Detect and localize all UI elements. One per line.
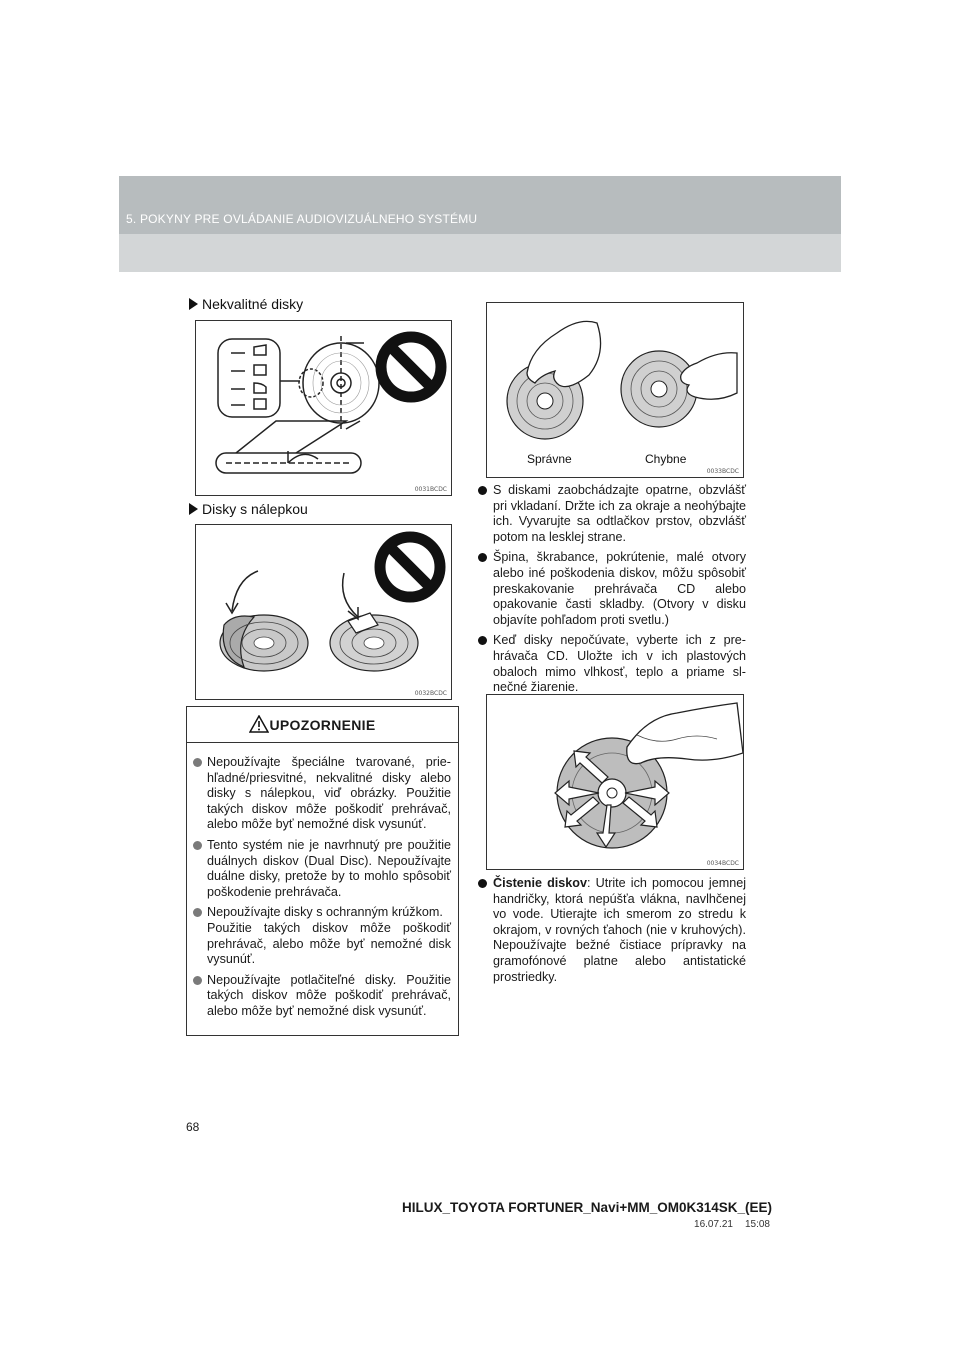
bullet-icon xyxy=(478,486,487,495)
instruction-text: : Utrite ich pomocou jemnej handričky, ktorá nepúšťa vlákna, navlhčenej vo vode. Utierajte ich smerom zo stredu k okrajom, v rovných ťahoch (nie v kruhových). Nepoužívajte bežné čistiace prípravky na gramofónové platne alebo antistatické prostriedky. xyxy=(493,876,747,984)
instruction-text: Špina, škrabance, pokrútenie, malé otvory alebo iné poškodenia diskov, môžu spôsobiť preskakovanie prehrávača CD alebo opakovanie časti skladby. (Otvory v disku objavíte pohľadom proti svetlu.) xyxy=(493,550,746,627)
triangle-bullet-icon xyxy=(189,298,198,310)
figure-handling-discs xyxy=(486,302,744,478)
bullet-icon xyxy=(193,976,202,985)
bullet-icon xyxy=(193,758,202,767)
instruction-item xyxy=(478,483,746,545)
label-correct: Správne xyxy=(527,452,572,466)
caution-item-text: Nepoužívajte špeciálne tvarované, priehľadné/priesvitné, nekvalitné disky alebo disky s nálepkou, viď obrázky. Použitie takých diskov môže poškodiť prehrávač, alebo môže byť nemožné disk vysunúť. xyxy=(207,755,451,832)
figure-poor-quality-discs xyxy=(195,320,452,496)
caution-item xyxy=(192,973,451,1020)
instruction-item xyxy=(478,550,746,628)
heading-text: Disky s nálepkou xyxy=(202,501,308,517)
instruction-item xyxy=(478,876,746,985)
cleaning-instructions xyxy=(478,876,746,990)
figure-cleaning-discs xyxy=(486,694,744,870)
edge-shapes-callout xyxy=(218,339,280,417)
document-id: HILUX_TOYOTA FORTUNER_Navi+MM_OM0K314SK_(EE) xyxy=(402,1200,772,1215)
bullet-icon xyxy=(193,841,202,850)
handling-disc-illustration xyxy=(487,303,743,477)
figure-code: 0032BCDC xyxy=(414,690,447,697)
instruction-text: Keď disky nepočúvate, vyberte ich z prehrávača CD. Uložte ich v ich plastových obaloch mimo vlhkosť, teplo a priame slnečné žiarenie. xyxy=(493,633,746,695)
bullet-icon xyxy=(478,636,487,645)
bullet-icon xyxy=(478,553,487,562)
heading-text: Nekvalitné disky xyxy=(202,296,304,312)
caution-item-text: Nepoužívajte potlačiteľné disky. Použitie takých diskov môže poškodiť prehrávač, alebo môže byť nemožné disk vysunúť. xyxy=(207,972,451,1018)
instruction-item xyxy=(478,633,746,695)
caution-item xyxy=(192,905,451,967)
header-band-lower xyxy=(119,234,841,272)
cleaning-heading: Čistenie diskov xyxy=(493,876,587,890)
footer-time: 15:08 xyxy=(744,1219,770,1230)
caution-box xyxy=(186,706,459,1036)
caution-body xyxy=(187,743,458,1020)
figure-discs-with-label xyxy=(195,524,452,700)
heading-discs-with-label xyxy=(189,501,308,517)
hand-wrong xyxy=(681,353,737,400)
figure-code: 0031BCDC xyxy=(414,486,447,493)
caution-header xyxy=(187,707,458,743)
prohibition-icon xyxy=(381,337,441,397)
page-number: 68 xyxy=(186,1120,200,1134)
figure-code: 0034BCDC xyxy=(706,860,739,867)
caution-item-text: Použitie takých diskov môže poškodiť prehrávač, alebo môže byť nemožné disk vysunúť. xyxy=(207,920,451,967)
footer-date: 16.07.21 xyxy=(694,1219,733,1230)
triangle-bullet-icon xyxy=(189,503,198,515)
caution-item xyxy=(192,838,451,900)
section-title: 5. POKYNY PRE OVLÁDANIE AUDIOVIZUÁLNEHO SYSTÉMU xyxy=(126,212,478,226)
figure-code: 0033BCDC xyxy=(706,468,739,475)
bullet-icon xyxy=(193,908,202,917)
bullet-icon xyxy=(478,879,487,888)
cleaning-disc-illustration xyxy=(487,695,743,869)
header-band xyxy=(119,176,841,272)
hand-correct xyxy=(527,321,601,386)
heading-poor-quality-discs xyxy=(189,296,303,312)
caution-item xyxy=(192,755,451,833)
prohibition-icon xyxy=(380,537,440,597)
label-disc-illustration xyxy=(196,525,451,699)
caution-title: UPOZORNENIE xyxy=(269,717,376,733)
caution-item-text: Tento systém nie je navrhnutý pre použitie duálnych diskov (Dual Disc). Nepoužívajte duálne disky, pretože by to mohlo spôsobiť poškodenie prehrávača. xyxy=(207,837,451,899)
hand-with-cloth xyxy=(627,703,743,764)
label-wrong: Chybne xyxy=(645,452,687,466)
handling-instructions xyxy=(478,483,746,701)
instruction-text: S diskami zaobchádzajte opatrne, obzvlášť pri vkladaní. Držte ich za okraje a neohýbajte ich. Vyvarujte sa odtlačkov prstov, obzvlášť potom na lesklej strane. xyxy=(493,483,746,544)
caution-item-text: Nepoužívajte disky s ochranným krúžkom. xyxy=(207,905,443,920)
timestamp xyxy=(694,1219,770,1230)
poor-disc-illustration xyxy=(196,321,451,495)
